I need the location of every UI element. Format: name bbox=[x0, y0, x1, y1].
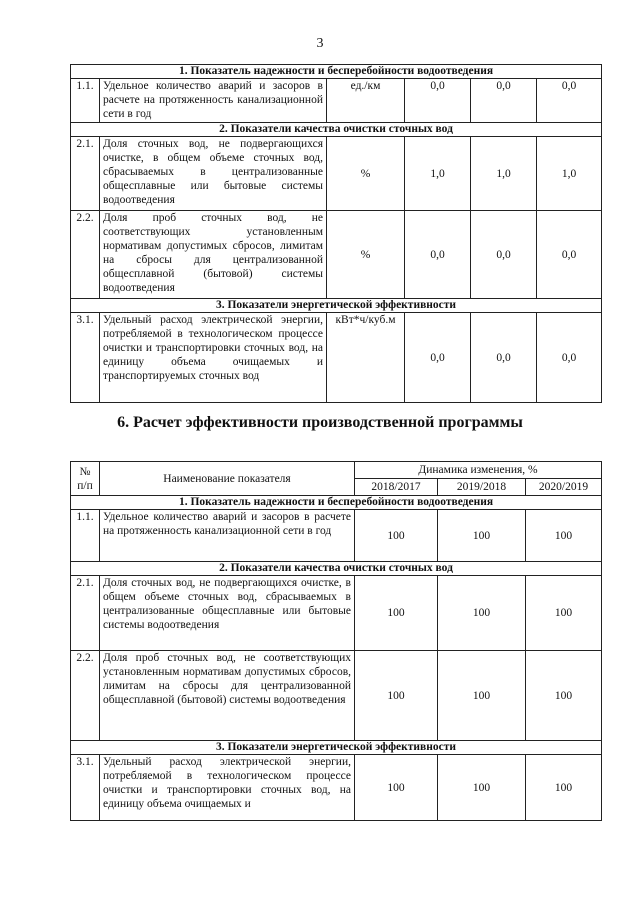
row-value: 100 bbox=[438, 576, 526, 651]
row-number: 2.2. bbox=[71, 651, 100, 741]
table-header-row bbox=[71, 462, 602, 479]
row-value: 0,0 bbox=[471, 211, 537, 299]
row-description: Удельное количество аварий и засоров в расчете на протяженность канализационной сети в год bbox=[100, 79, 327, 123]
row-unit: кВт*ч/куб.м bbox=[327, 313, 405, 403]
table-section-row bbox=[71, 299, 602, 313]
row-description: Удельный расход электрической энергии, потребляемой в технологическом процессе очистки и транспортировки сточных вод, на единицу объема очищаемых и транспортируемых сточных вод bbox=[100, 313, 327, 403]
row-value: 100 bbox=[355, 510, 438, 562]
row-value: 1,0 bbox=[471, 137, 537, 211]
column-header-dynamics: Динамика изменения, % bbox=[355, 462, 602, 479]
row-description: Доля сточных вод, не подвергающихся очистке, в общем объеме сточных вод, сбрасываемых в централизованные общесплавные или бытовые системы водоотведения bbox=[100, 137, 327, 211]
table-row bbox=[71, 576, 602, 651]
table-section-row bbox=[71, 65, 602, 79]
row-number: 3.1. bbox=[71, 313, 100, 403]
table-section-row bbox=[71, 741, 602, 755]
table-row bbox=[71, 79, 602, 123]
row-value: 0,0 bbox=[405, 313, 471, 403]
column-header-year: 2020/2019 bbox=[526, 479, 602, 496]
row-unit: % bbox=[327, 211, 405, 299]
row-unit: % bbox=[327, 137, 405, 211]
row-value: 100 bbox=[526, 576, 602, 651]
section-title: 2. Показатели качества очистки сточных вод bbox=[71, 123, 602, 137]
row-number: 1.1. bbox=[71, 510, 100, 562]
row-description: Доля проб сточных вод, не соответствующих установленным нормативам допустимых сбросов, лимитам на сбросы для централизованной общесплавной (бытовой) системы водоотведения bbox=[100, 651, 355, 741]
table-row bbox=[71, 510, 602, 562]
section-title: 3. Показатели энергетической эффективности bbox=[71, 741, 602, 755]
section-title: 1. Показатель надежности и бесперебойности водоотведения bbox=[71, 496, 602, 510]
row-value: 1,0 bbox=[537, 137, 602, 211]
section-title: 3. Показатели энергетической эффективности bbox=[71, 299, 602, 313]
row-value: 100 bbox=[526, 651, 602, 741]
row-number: 2.1. bbox=[71, 137, 100, 211]
column-header-number: № п/п bbox=[71, 462, 100, 496]
row-value: 100 bbox=[355, 651, 438, 741]
table-section-row bbox=[71, 562, 602, 576]
row-value: 100 bbox=[438, 755, 526, 821]
row-value: 0,0 bbox=[537, 211, 602, 299]
row-unit: ед./км bbox=[327, 79, 405, 123]
row-value: 100 bbox=[526, 755, 602, 821]
row-number: 2.1. bbox=[71, 576, 100, 651]
table-row bbox=[71, 755, 602, 821]
row-value: 100 bbox=[355, 576, 438, 651]
row-description: Доля сточных вод, не подвергающихся очистке, в общем объеме сточных вод, сбрасываемых в централизованные общесплавные или бытовые системы водоотведения bbox=[100, 576, 355, 651]
column-header-year: 2018/2017 bbox=[355, 479, 438, 496]
row-description: Удельное количество аварий и засоров в расчете на протяженность канализационной сети в год bbox=[100, 510, 355, 562]
row-value: 0,0 bbox=[537, 313, 602, 403]
table-row bbox=[71, 211, 602, 299]
row-description: Доля проб сточных вод, не соответствующих установленным нормативам допустимых сбросов, лимитам на сбросы для централизованной общесплавной (бытовой) системы водоотведения bbox=[100, 211, 327, 299]
page-number: 3 bbox=[316, 36, 324, 51]
table-section-row bbox=[71, 123, 602, 137]
column-header-name: Наименование показателя bbox=[100, 462, 355, 496]
efficiency-table bbox=[70, 461, 602, 821]
row-value: 100 bbox=[526, 510, 602, 562]
row-description: Удельный расход электрической энергии, потребляемой в технологическом процессе очистки и транспортировки сточных вод, на единицу объема очищаемых и bbox=[100, 755, 355, 821]
row-value: 100 bbox=[438, 510, 526, 562]
row-value: 100 bbox=[438, 651, 526, 741]
row-value: 100 bbox=[355, 755, 438, 821]
indicators-table bbox=[70, 64, 602, 403]
row-number: 3.1. bbox=[71, 755, 100, 821]
column-header-year: 2019/2018 bbox=[438, 479, 526, 496]
section-title: 2. Показатели качества очистки сточных вод bbox=[71, 562, 602, 576]
table-row bbox=[71, 137, 602, 211]
row-number: 2.2. bbox=[71, 211, 100, 299]
table-row bbox=[71, 651, 602, 741]
row-number: 1.1. bbox=[71, 79, 100, 123]
row-value: 0,0 bbox=[405, 79, 471, 123]
row-value: 0,0 bbox=[471, 313, 537, 403]
row-value: 0,0 bbox=[537, 79, 602, 123]
row-value: 0,0 bbox=[471, 79, 537, 123]
row-value: 1,0 bbox=[405, 137, 471, 211]
table-section-row bbox=[71, 496, 602, 510]
section-title: 1. Показатель надежности и бесперебойности водоотведения bbox=[71, 65, 602, 79]
section-heading: 6. Расчет эффективности производственной программы bbox=[117, 414, 523, 431]
table-row bbox=[71, 313, 602, 403]
row-value: 0,0 bbox=[405, 211, 471, 299]
